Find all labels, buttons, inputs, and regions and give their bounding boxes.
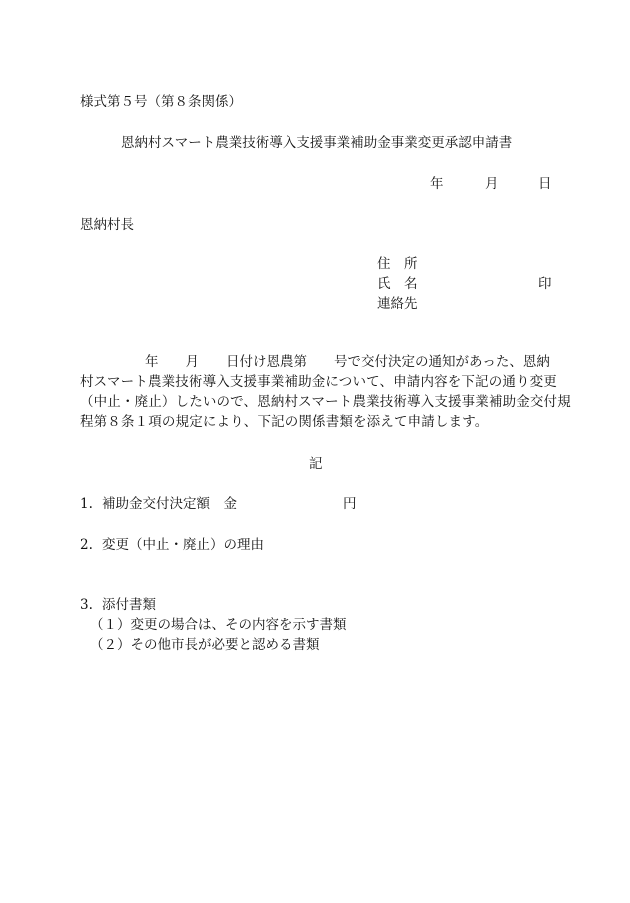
form-number: 様式第５号（第８条関係） (80, 94, 242, 110)
name-label: 氏 名 (377, 276, 418, 292)
item2-label: 変更（中止・廃止）の理由 (102, 537, 264, 553)
body-line-3: （中止・廃止）したいので、恩納村スマート農業技術導入支援事業補助金交付規 (80, 394, 571, 410)
addressee: 恩納村長 (80, 217, 134, 233)
item1-unit: 円 (343, 496, 357, 512)
seal-mark: 印 (538, 276, 552, 292)
item2-number: 2. (80, 537, 93, 553)
date-day: 日 (538, 176, 552, 192)
address-label: 住 所 (377, 256, 418, 272)
document-title: 恩納村スマート農業技術導入支援事業補助金事業変更承認申請書 (121, 135, 513, 151)
item3-number: 3. (80, 597, 93, 613)
item3-label: 添付書類 (102, 597, 156, 613)
ki-heading: 記 (309, 456, 323, 472)
contact-label: 連絡先 (377, 296, 418, 312)
item1-label: 補助金交付決定額 金 (102, 496, 237, 512)
body-line-1: 年 月 日付け恩農第 号で交付決定の通知があった、恩納 (145, 354, 550, 370)
body-line-4: 程第８条１項の規定により、下記の関係書類を添えて申請します。 (80, 414, 489, 430)
body-line-2: 村スマート農業技術導入支援事業補助金について、申請内容を下記の通り変更 (80, 374, 557, 390)
item1-number: 1. (80, 496, 93, 512)
item3-sub1: （１）変更の場合は、その内容を示す書類 (90, 617, 347, 633)
item3-sub2: （２）その他市長が必要と認める書類 (90, 637, 320, 653)
date-year: 年 (430, 176, 444, 192)
date-month: 月 (485, 176, 499, 192)
